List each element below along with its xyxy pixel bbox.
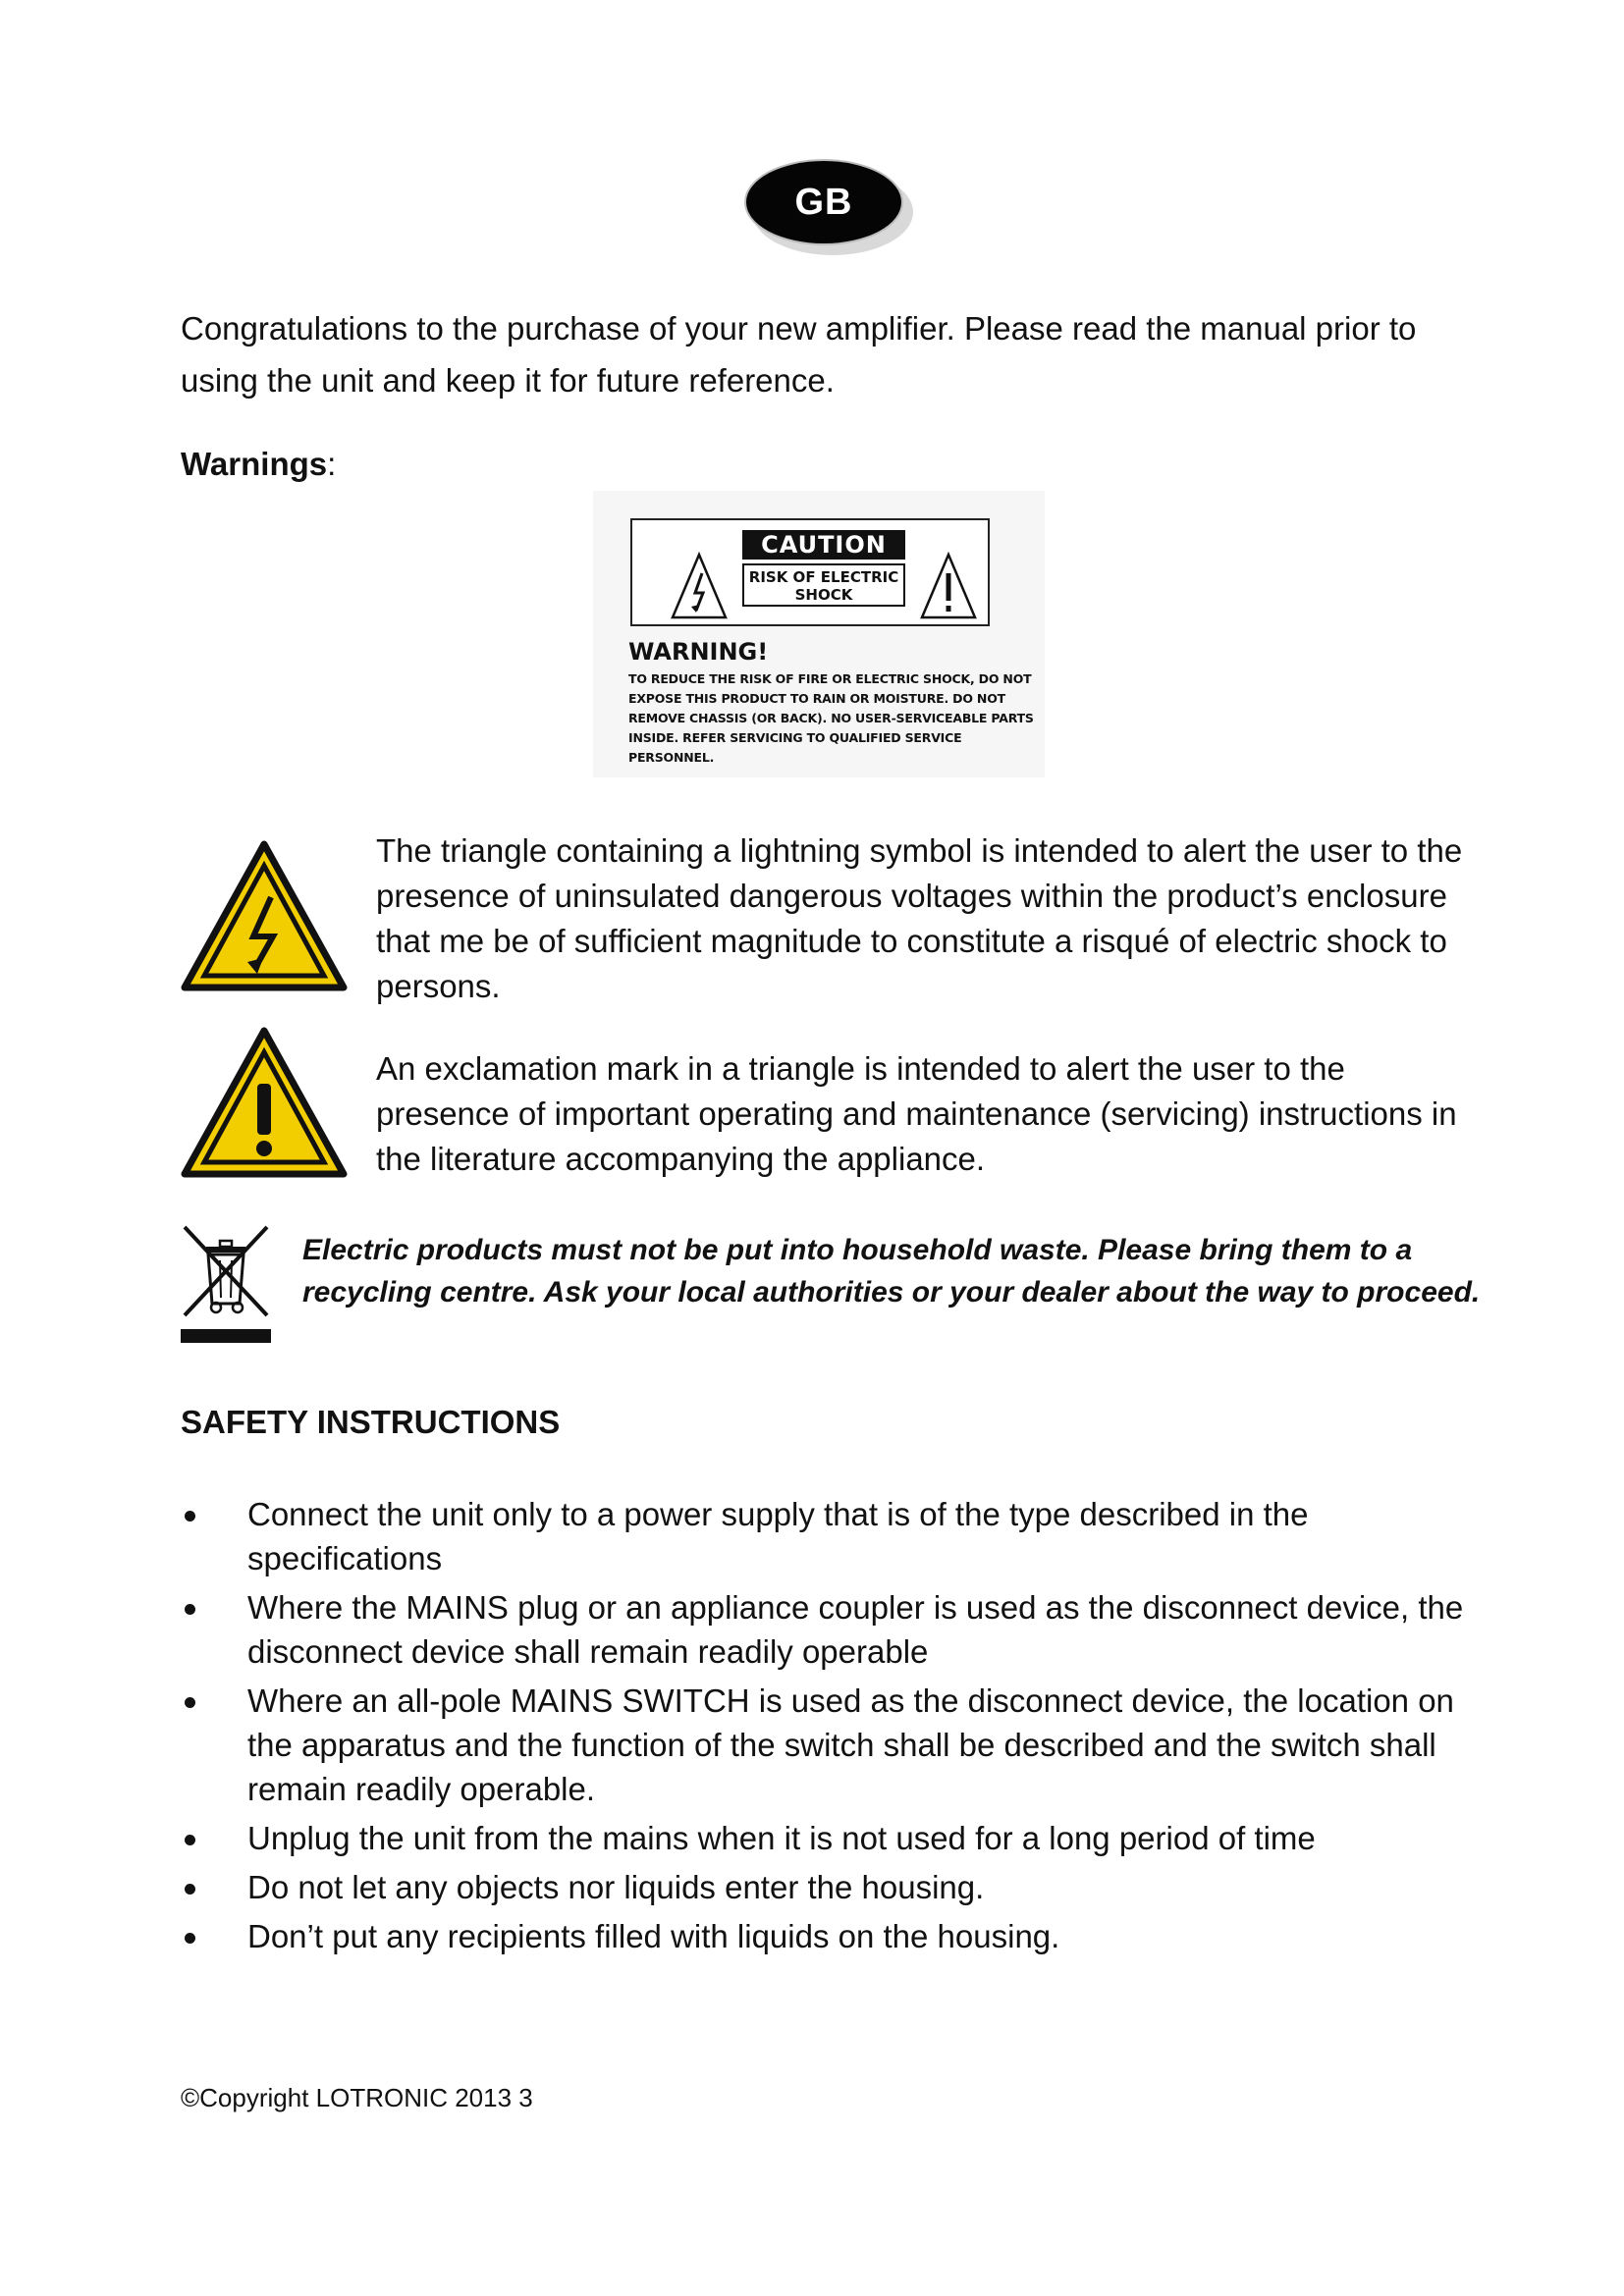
caution-frame (630, 518, 990, 626)
lightning-triangle-icon (670, 552, 729, 620)
list-item-text: Connect the unit only to a power supply that is of the type described in the specifications (247, 1496, 1309, 1576)
bullet-icon (185, 1697, 195, 1708)
bullet-icon (185, 1933, 195, 1944)
list-item (181, 1914, 1487, 1958)
caution-title: CAUTION (742, 530, 905, 560)
warning-title: WARNING! (628, 638, 769, 666)
list-item-text: Do not let any objects nor liquids enter the housing. (247, 1869, 985, 1905)
list-item-text: Where an all-pole MAINS SWITCH is used as the disconnect device, the location on the apparatus and the function of the switch shall be described and the switch shall remain readily operable. (247, 1682, 1454, 1807)
exclamation-symbol-text: An exclamation mark in a triangle is intended to alert the user to the presence of important operating and maintenance (servicing) instructions in the literature accompanying the appliance. (376, 1050, 1457, 1177)
electric-hazard-icon (181, 840, 348, 991)
bullet-icon (185, 1835, 195, 1845)
lightning-symbol-text: The triangle containing a lightning symbol is intended to alert the user to the presence of uninsulated dangerous voltages within the product’s enclosure that me be of sufficient magnitude to constitute a risqué of electric shock to persons. (376, 832, 1463, 1004)
exclamation-warning-icon (181, 1027, 348, 1178)
list-item (181, 1585, 1487, 1674)
list-item-text: Unplug the unit from the mains when it is not used for a long period of time (247, 1820, 1316, 1856)
warnings-heading (181, 446, 336, 483)
copyright-footer: ©Copyright LOTRONIC 2013 3 (181, 2083, 533, 2112)
exclamation-triangle-icon (919, 552, 978, 620)
language-badge (744, 159, 913, 257)
safety-instructions-list (181, 1492, 1487, 1963)
warnings-label: Warnings (181, 446, 328, 482)
intro-paragraph: Congratulations to the purchase of your new amplifier. Please read the manual prior to using the unit and keep it for future reference. (181, 310, 1417, 399)
list-item (181, 1679, 1487, 1811)
risk-of-shock-text: RISK OF ELECTRIC SHOCK (742, 563, 905, 607)
warning-body: TO REDUCE THE RISK OF FIRE OR ELECTRIC SHOCK, DO NOT EXPOSE THIS PRODUCT TO RAIN OR MOISTURE. DO NOT REMOVE CHASSIS (OR BACK). NO USER-SERVICEABLE PARTS INSIDE. REFER SERVICING TO QUALIFIED SERVICE PERSONNEL. (628, 671, 1034, 765)
list-item (181, 1865, 1487, 1909)
badge-label: GB (794, 181, 853, 223)
safety-heading: SAFETY INSTRUCTIONS (181, 1404, 561, 1440)
list-item (181, 1816, 1487, 1860)
crossed-bin-icon (181, 1223, 271, 1345)
list-item-text: Where the MAINS plug or an appliance coupler is used as the disconnect device, the disconnect device shall remain readily operable (247, 1589, 1464, 1670)
warnings-colon: : (327, 446, 337, 482)
list-item-text: Don’t put any recipients filled with liquids on the housing. (247, 1918, 1060, 1954)
bullet-icon (185, 1884, 195, 1895)
list-item (181, 1492, 1487, 1580)
bullet-icon (185, 1604, 195, 1615)
badge-oval (744, 159, 903, 245)
bullet-icon (185, 1511, 195, 1522)
weee-disposal-text: Electric products must not be put into household waste. Please bring them to a recycling centre. Ask your local authorities or your dealer about the way to proceed. (302, 1234, 1481, 1308)
caution-label-image (593, 491, 1045, 777)
